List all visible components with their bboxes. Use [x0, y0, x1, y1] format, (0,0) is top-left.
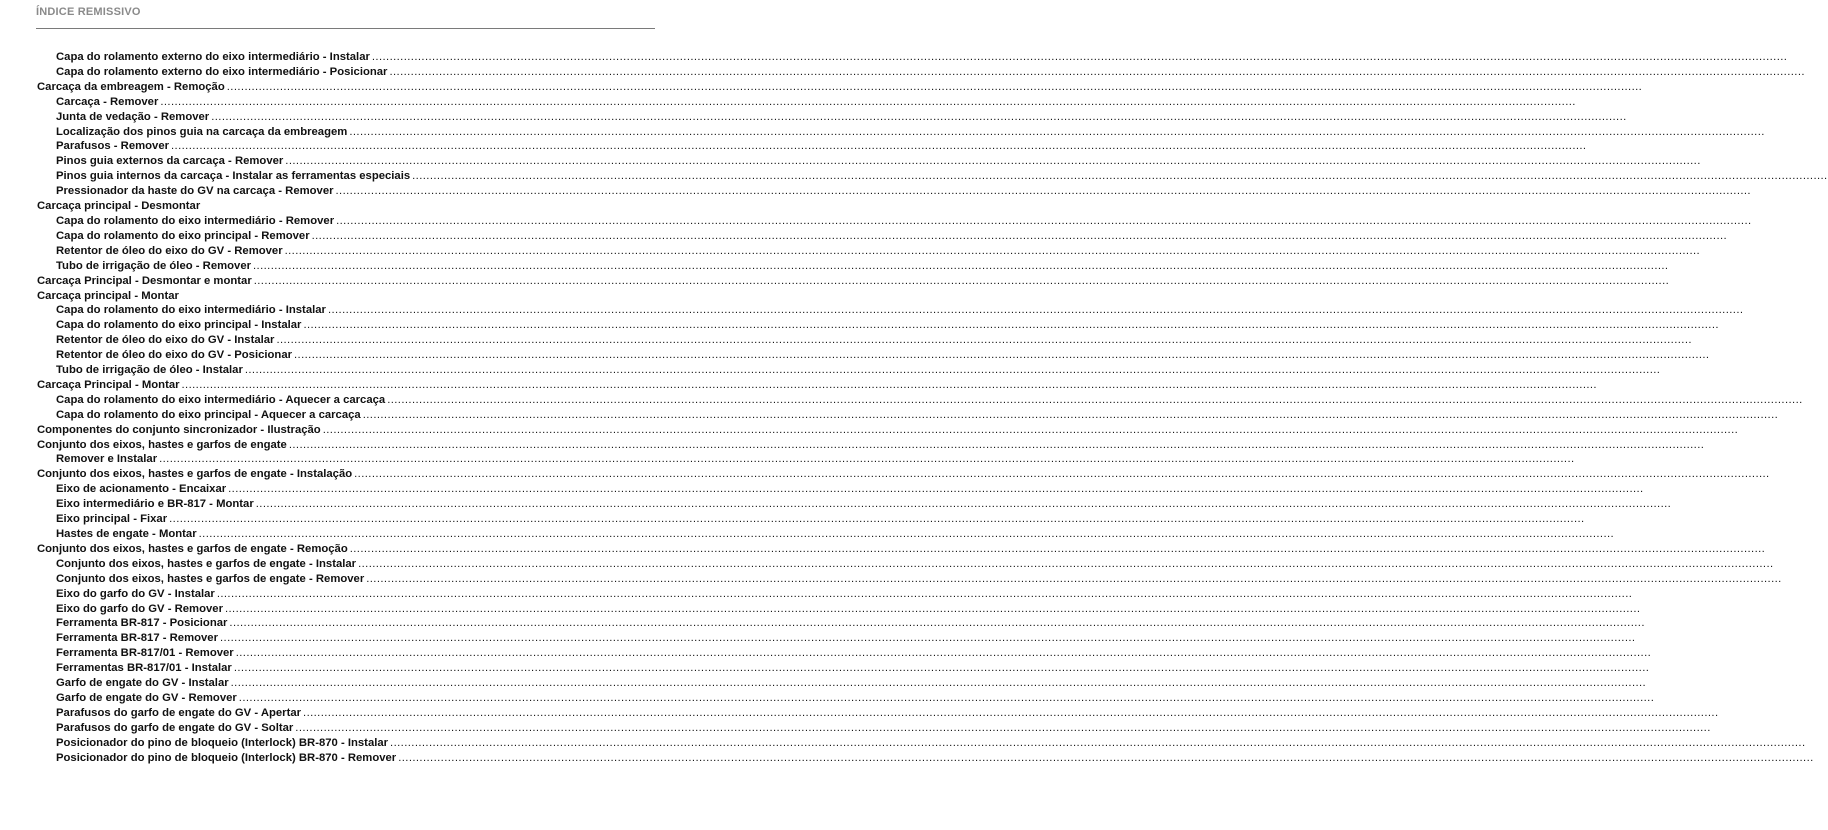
- index-entry-subtopic[interactable]: [0, 706, 1719, 721]
- dot-leader: ................................................................................................................................................................................................................................................................................................................................................................................................................: [253, 259, 1669, 272]
- index-entry-text: Remover e Instalar: [56, 453, 158, 466]
- dot-leader: ................................................................................................................................................................................................................................................................................................................................................................................................................: [389, 65, 1805, 78]
- index-entry-subtopic[interactable]: [0, 557, 1774, 572]
- index-entry-text: Capa do rolamento do eixo intermediário - Instalar: [56, 304, 326, 317]
- index-entry-subtopic[interactable]: [0, 527, 1615, 542]
- dot-leader: ................................................................................................................................................................................................................................................................................................................................................................................................................: [294, 349, 1710, 362]
- index-entry-text: Conjunto dos eixos, hastes e garfos de engate - Instalar: [56, 557, 357, 570]
- index-entry-subtopic[interactable]: [0, 512, 1585, 527]
- dot-leader: ................................................................................................................................................................................................................................................................................................................................................................................................................: [336, 214, 1752, 227]
- index-entry-subtopic[interactable]: [0, 587, 1633, 602]
- index-entry-subtopic[interactable]: [0, 214, 1752, 229]
- index-entry-subtopic[interactable]: [0, 139, 1587, 154]
- dot-leader: ................................................................................................................................................................................................................................................................................................................................................................................................................: [390, 736, 1806, 749]
- dot-leader: ................................................................................................................................................................................................................................................................................................................................................................................................................: [285, 155, 1701, 168]
- dot-leader: ................................................................................................................................................................................................................................................................................................................................................................................................................: [229, 617, 1645, 630]
- dot-leader: ................................................................................................................................................................................................................................................................................................................................................................................................................: [366, 572, 1782, 585]
- index-entry-text: Capa do rolamento do eixo intermediário - Remover: [56, 214, 335, 227]
- index-entry-subtopic[interactable]: [0, 244, 1701, 259]
- index-entry-text: Garfo de engate do GV - Remover: [56, 691, 237, 704]
- index-entry-subtopic[interactable]: [0, 736, 1806, 751]
- dot-leader: ................................................................................................................................................................................................................................................................................................................................................................................................................: [238, 691, 1655, 704]
- index-entry-text: Eixo do garfo do GV - Instalar: [56, 587, 215, 600]
- index-list: [0, 50, 1828, 766]
- dot-leader: ................................................................................................................................................................................................................................................................................................................................................................................................................: [349, 542, 1766, 555]
- dot-leader: ................................................................................................................................................................................................................................................................................................................................................................................................................: [412, 170, 1828, 183]
- index-entry-text: Retentor de óleo do eixo do GV - Posicionar: [56, 349, 293, 362]
- dot-leader: ................................................................................................................................................................................................................................................................................................................................................................................................................: [160, 95, 1576, 108]
- index-entry-text: Capa do rolamento do eixo principal - Instalar: [56, 319, 302, 332]
- index-entry-text: Ferramenta BR-817 - Remover: [56, 632, 218, 645]
- index-entry-text: Conjunto dos eixos, hastes e garfos de engate - Remover: [56, 572, 365, 585]
- index-entry-text: Pressionador da haste do GV na carcaça - Remover: [56, 185, 334, 198]
- dot-leader: ................................................................................................................................................................................................................................................................................................................................................................................................................: [276, 334, 1692, 347]
- dot-leader: ................................................................................................................................................................................................................................................................................................................................................................................................................: [181, 378, 1597, 391]
- index-entry-subtopic[interactable]: [0, 259, 1669, 274]
- index-entry-text: Pinos guia internos da carcaça - Instalar as ferramentas especiais: [56, 170, 411, 183]
- index-entry-text: Hastes de engate - Montar: [56, 528, 197, 540]
- index-entry-text: Carcaça - Remover: [56, 95, 159, 108]
- index-entry-text: Carcaça Principal - Desmontar e montar: [37, 274, 252, 287]
- index-entry-subtopic[interactable]: [0, 452, 1575, 467]
- index-entry-text: Capa do rolamento do eixo principal - Remover: [56, 229, 310, 242]
- index-entry-subtopic[interactable]: [0, 721, 1711, 736]
- index-entry-topic[interactable]: [0, 289, 655, 304]
- index-entry-subtopic[interactable]: [0, 572, 1782, 587]
- dot-leader: ................................................................................................................................................................................................................................................................................................................................................................................................................: [226, 80, 1643, 93]
- index-entry-subtopic[interactable]: [0, 661, 1650, 676]
- index-entry-subtopic[interactable]: [0, 646, 1652, 661]
- index-entry-subtopic[interactable]: [0, 616, 1645, 631]
- index-entry-text: Capa do rolamento do eixo intermediário - Aquecer a carcaça: [56, 393, 386, 406]
- index-entry-text: Eixo principal - Fixar: [56, 513, 168, 526]
- index-entry-text: Retentor de óleo do eixo do GV - Instalar: [56, 334, 275, 347]
- index-entry-text: Carcaça principal - Desmontar: [37, 200, 201, 213]
- index-entry-subtopic[interactable]: [0, 318, 1719, 333]
- dot-leader: ................................................................................................................................................................................................................................................................................................................................................................................................................: [322, 423, 1739, 436]
- index-entry-text: Localização dos pinos guia na carcaça da embreagem: [56, 125, 348, 138]
- index-entry-subtopic[interactable]: [0, 110, 1627, 125]
- index-entry-text: Garfo de engate do GV - Instalar: [56, 677, 229, 690]
- index-entry-text: Conjunto dos eixos, hastes e garfos de engate - Remoção: [37, 542, 348, 555]
- dot-leader: ................................................................................................................................................................................................................................................................................................................................................................................................................: [362, 408, 1779, 421]
- dot-leader: ................................................................................................................................................................................................................................................................................................................................................................................................................: [311, 229, 1728, 242]
- index-entry-text: Posicionador do pino de bloqueio (Interlock) BR-870 - Instalar: [56, 736, 389, 749]
- index-entry-topic[interactable]: [0, 378, 1597, 393]
- index-entry-subtopic[interactable]: [0, 408, 1779, 423]
- dot-leader: ................................................................................................................................................................................................................................................................................................................................................................................................................: [230, 677, 1647, 690]
- dot-leader: ................................................................................................................................................................................................................................................................................................................................................................................................................: [220, 632, 1636, 645]
- index-entry-text: Parafusos - Remover: [56, 140, 170, 153]
- index-entry-subtopic[interactable]: [0, 303, 1744, 318]
- dot-leader: ................................................................................................................................................................................................................................................................................................................................................................................................................: [354, 468, 1770, 481]
- index-entry-subtopic[interactable]: [0, 154, 1701, 169]
- index-entry-topic[interactable]: [0, 80, 1643, 95]
- dot-leader: ................................................................................................................................................................................................................................................................................................................................................................................................................: [216, 587, 1633, 600]
- index-entry-subtopic[interactable]: [0, 95, 1576, 110]
- heading-divider: [36, 28, 655, 29]
- index-entry-subtopic[interactable]: [0, 65, 1805, 80]
- dot-leader: ................................................................................................................................................................................................................................................................................................................................................................................................................: [303, 706, 1719, 719]
- dot-leader: ................................................................................................................................................................................................................................................................................................................................................................................................................: [303, 319, 1719, 332]
- dot-leader: ................................................................................................................................................................................................................................................................................................................................................................................................................: [159, 453, 1575, 466]
- dot-leader: ................................................................................................................................................................................................................................................................................................................................................................................................................: [358, 557, 1774, 570]
- index-entry-text: Ferramenta BR-817/01 - Remover: [56, 647, 234, 660]
- index-entry-subtopic[interactable]: [0, 393, 1803, 408]
- index-entry-topic[interactable]: [0, 423, 1739, 438]
- dot-leader: ................................................................................................................................................................................................................................................................................................................................................................................................................: [349, 125, 1765, 138]
- index-entry-text: Retentor de óleo do eixo do GV - Remover: [56, 244, 283, 257]
- index-entry-text: Ferramentas BR-817/01 - Instalar: [56, 662, 232, 675]
- dot-leader: ................................................................................................................................................................................................................................................................................................................................................................................................................: [288, 438, 1705, 451]
- index-entry-topic[interactable]: [0, 438, 1705, 453]
- dot-leader: ................................................................................................................................................................................................................................................................................................................................................................................................................: [371, 51, 1788, 63]
- index-entry-text: Tubo de irrigação de óleo - Remover: [56, 259, 252, 272]
- dot-leader: ................................................................................................................................................................................................................................................................................................................................................................................................................: [327, 304, 1744, 317]
- index-entry-subtopic[interactable]: [0, 50, 1788, 65]
- index-entry-subtopic[interactable]: [0, 497, 1672, 512]
- dot-leader: ................................................................................................................................................................................................................................................................................................................................................................................................................: [235, 647, 1652, 660]
- index-entry-text: Componentes do conjunto sincronizador - Ilustração: [37, 423, 321, 436]
- index-entry-subtopic[interactable]: [0, 751, 1814, 766]
- index-entry-topic[interactable]: [0, 467, 1770, 482]
- dot-leader: ................................................................................................................................................................................................................................................................................................................................................................................................................: [233, 662, 1650, 675]
- dot-leader: ................................................................................................................................................................................................................................................................................................................................................................................................................: [255, 498, 1672, 511]
- index-entry-subtopic[interactable]: [0, 333, 1692, 348]
- index-entry-subtopic[interactable]: [0, 676, 1647, 691]
- index-entry-text: Junta de vedação - Remover: [56, 110, 210, 123]
- dot-leader: ................................................................................................................................................................................................................................................................................................................................................................................................................: [198, 528, 1615, 540]
- dot-leader: ................................................................................................................................................................................................................................................................................................................................................................................................................: [253, 274, 1670, 287]
- dot-leader: ................................................................................................................................................................................................................................................................................................................................................................................................................: [284, 244, 1701, 257]
- index-entry-text: Conjunto dos eixos, hastes e garfos de engate - Instalação: [37, 468, 353, 481]
- index-entry-text: Eixo intermediário e BR-817 - Montar: [56, 498, 254, 511]
- index-entry-subtopic[interactable]: [0, 348, 1710, 363]
- index-entry-text: Eixo de acionamento - Encaixar: [56, 483, 227, 496]
- index-entry-text: Eixo do garfo do GV - Remover: [56, 602, 223, 615]
- index-entry-topic[interactable]: [0, 542, 1766, 557]
- index-entry-subtopic[interactable]: [0, 482, 1644, 497]
- dot-leader: ................................................................................................................................................................................................................................................................................................................................................................................................................: [224, 602, 1641, 615]
- dot-leader: ................................................................................................................................................................................................................................................................................................................................................................................................................: [171, 140, 1587, 153]
- index-entry-topic[interactable]: [0, 199, 655, 214]
- index-entry-subtopic[interactable]: [0, 229, 1728, 244]
- index-entry-subtopic[interactable]: [0, 691, 1655, 706]
- index-entry-text: Capa do rolamento externo do eixo intermediário - Instalar: [56, 51, 370, 63]
- index-entry-subtopic[interactable]: [0, 363, 1661, 378]
- index-entry-text: Capa do rolamento do eixo principal - Aquecer a carcaça: [56, 408, 361, 421]
- dot-leader: ................................................................................................................................................................................................................................................................................................................................................................................................................: [228, 483, 1644, 496]
- dot-leader: ................................................................................................................................................................................................................................................................................................................................................................................................................: [335, 185, 1751, 198]
- dot-leader: ................................................................................................................................................................................................................................................................................................................................................................................................................: [387, 393, 1803, 406]
- index-entry-subtopic[interactable]: [0, 169, 1828, 184]
- index-entry-text: Carcaça principal - Montar: [37, 289, 179, 302]
- index-entry-text: Pinos guia externos da carcaça - Remover: [56, 155, 284, 168]
- index-entry-subtopic[interactable]: [0, 184, 1751, 199]
- index-entry-text: Carcaça Principal - Montar: [37, 378, 180, 391]
- index-entry-text: Carcaça da embreagem - Remoção: [37, 80, 225, 93]
- index-entry-text: Ferramenta BR-817 - Posicionar: [56, 617, 228, 630]
- dot-leader: ................................................................................................................................................................................................................................................................................................................................................................................................................: [169, 513, 1585, 526]
- index-entry-text: Tubo de irrigação de óleo - Instalar: [56, 364, 243, 377]
- index-entry-text: Posicionador do pino de bloqueio (Interlock) BR-870 - Remover: [56, 751, 397, 764]
- index-entry-subtopic[interactable]: [0, 631, 1636, 646]
- dot-leader: ................................................................................................................................................................................................................................................................................................................................................................................................................: [244, 364, 1661, 377]
- dot-leader: ................................................................................................................................................................................................................................................................................................................................................................................................................: [295, 721, 1711, 734]
- dot-leader: ................................................................................................................................................................................................................................................................................................................................................................................................................: [211, 110, 1627, 123]
- index-entry-text: Capa do rolamento externo do eixo intermediário - Posicionar: [56, 65, 388, 78]
- index-entry-text: Parafusos do garfo de engate do GV - Soltar: [56, 721, 294, 734]
- index-entry-text: Conjunto dos eixos, hastes e garfos de engate: [37, 438, 287, 451]
- index-entry-subtopic[interactable]: [0, 602, 1641, 617]
- page-heading: ÍNDICE REMISSIVO: [36, 6, 141, 18]
- index-entry-subtopic[interactable]: [0, 125, 1765, 140]
- index-entry-text: Parafusos do garfo de engate do GV - Apertar: [56, 706, 302, 719]
- index-entry-topic[interactable]: [0, 274, 1670, 289]
- dot-leader: ................................................................................................................................................................................................................................................................................................................................................................................................................: [398, 751, 1814, 764]
